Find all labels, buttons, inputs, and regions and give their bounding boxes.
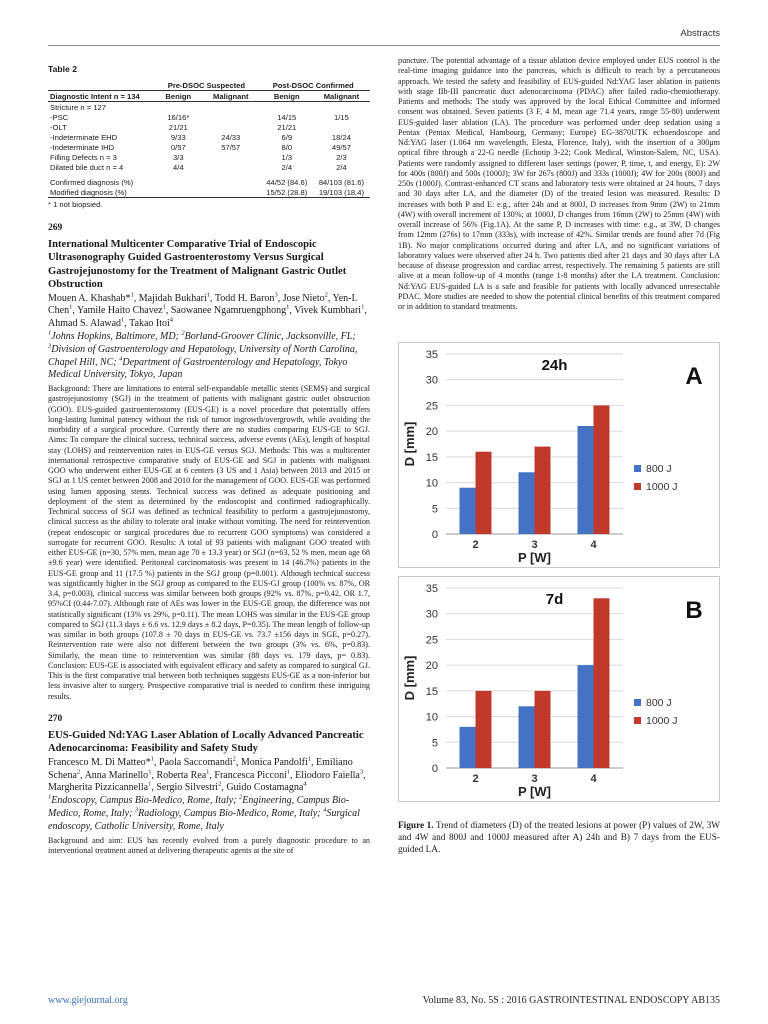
abstract-269-body: Background: There are limitations to enteral self-expandable metallic stents (SEMS) and surgical gastrojejunostomy (SGJ) in the treatment of patients with malignant gastric outlet obstruction (GOO). EUS-guided gastroenterostomy (EUS-GE) is a novel procedure that potentially offers long-lasting luminal patency without the risk of tumor ingrowth/overgrowth, while avoiding the morbidity of a surgical procedure. Currently there are no studies comparing EUS-GE to SGJ. Aims: To compare the clinical success, technical success, adverse events (AEs), length of hospital stay (LOHS) and reintervention rates in EUS-GE versus SGJ. Methods: This was a multicenter international retrospective comparative study of EUS-GE and SGJ in patients with malignant GOO who underwent either EUS-GE at 6 centers (3 US and 1 Asia) between 2013 and 2015 or SGJ at 1 US center between 2008 and 2010 for the management of GOO. EUS-GE was performed using lumen apposing stents. Technical success was defined as adequate positioning and deployment of the stent as determined by the endoscopist and confirmed radiographically. Technical success of SGJ was defined as technical feasibility to perform a gastrojejunostomy, clinical success as the ability to tolerate oral intake without vomiting. The need for reintervention (repeat endoscopic or surgical procedures due to recurrent GOO symptoms) was considered a surrogate for recurrent GOO. Results: A total of 93 patients with malignant GOO treated with either EUS-GE (n=30, 57% men, mean age 70 ± 13.3 year) or SGJ (n=63, 52 % men, mean age 68 ±9.6 year) were identified. Peritoneal carcinomatosis was present in 14 (46.7%) patients in the EUS-GE group and 11 (17.5 %) patients in the SGJ group (p=0.001). Although technical success was significantly higher in the SGJ group as compared to the EUS-GJ group (100% vs. 87%, OR 3.4, p=0.003), clinical success was similar between both groups (92% vs. 87%, p=0.42, OR 1.7, 95%CI (0.44-7.07). Although rate of AEs was lower in the EUS-GE group, the difference was not statistically significant (13% vs 29%, p=0.11). The mean LOHS was similar in the EUS-GE group compared to SGJ (11.3 days ± 6.6 vs. 12.9 days ± 8.2 days, P=0.35). The mean length of follow-up was similar in both groups (107.8 ± 70 days in EUS-GE vs. 73.7 ±156 days in SGE, p=0.27). Reintervention rate were also not different between the two groups (3% vs. 6%, p=0.83). Similarly, the mean time to reintervention was similar (88 days vs. 179 days, p= 0.83). Conclusion: EUS-GE is associated with equivalent efficacy and safety as compared to surgical GJ. This is the first comparative trial between both techniques suggests EUS-GE as a non-inferior but less invasive alter to surgery. Prospective comparative trial is needed to confirm these intriguing results. <box>48 384 370 701</box>
table-cell <box>201 152 261 162</box>
header-divider <box>48 45 720 46</box>
y-tick-label: 0 <box>431 763 438 776</box>
table-cell: 2/4 <box>281 162 293 172</box>
row-label: Modified diagnosis (%) <box>50 187 127 197</box>
figure-caption-label: Figure 1. <box>398 821 434 832</box>
section-header: Abstracts <box>680 28 720 39</box>
x-tick-label: 2 <box>472 773 479 786</box>
table-cell <box>201 177 261 187</box>
y-tick-label: 10 <box>425 711 438 724</box>
row-label: -PSC <box>50 112 69 122</box>
legend-label: 1000 J <box>646 481 678 494</box>
table-row <box>48 102 370 113</box>
table-cell <box>201 102 261 113</box>
col-header-malignant-pre: Malignant <box>201 91 261 102</box>
col-header-benign-post: Benign <box>261 91 313 102</box>
right-column <box>398 56 720 856</box>
y-tick-label: 15 <box>425 686 438 699</box>
abstract-269-affiliations: $^1$Johns Hopkins, Baltimore, MD; $^2$Borland-Groover Clinic, Jacksonville, FL; $^3$Division of Gastroenterology and Hepatology, University of North Carolina, Chapel Hill, NC; $^4$Department of Gastroenterology and Hepatology, Tokyo Medical University, Tokyo, Japan <box>48 329 358 381</box>
table-cell <box>313 122 370 132</box>
row-label: -Indeterminate IHD <box>50 142 115 152</box>
table-cell <box>201 162 261 172</box>
bar-800j <box>519 707 535 769</box>
bar-800j <box>460 488 476 534</box>
bar-800j <box>578 426 594 534</box>
table-cell: 16/16* <box>167 112 190 122</box>
x-axis-label: P [W] <box>518 784 551 800</box>
y-tick-label: 35 <box>425 583 438 596</box>
y-tick-label: 35 <box>425 349 438 362</box>
legend-label: 800 J <box>646 697 672 710</box>
bar-1000j <box>476 452 492 534</box>
table-cell: 14/15 <box>277 112 297 122</box>
chart-panel-b <box>398 576 720 802</box>
table-cell: 4/4 <box>173 162 184 172</box>
row-label: Confirmed diagnosis (%) <box>50 177 134 187</box>
table-cell: 84/103 (81.6) <box>318 177 365 187</box>
y-axis-label: D [mm] <box>402 655 417 701</box>
figure-caption-text: Trend of diameters (D) of the treated lesions at power (P) values of 2W, 3W and 4W and 800J and 1000J measured after A) 24h and B) 7 days from the EUS-guided LA. <box>398 821 720 856</box>
bar-1000j <box>535 691 551 768</box>
col-header-benign-pre: Benign <box>156 91 201 102</box>
table-cell: 1/3 <box>281 152 293 162</box>
legend-swatch <box>634 699 641 706</box>
table-cell <box>156 177 201 187</box>
bar-1000j <box>594 599 610 769</box>
legend-label: 1000 J <box>646 715 678 728</box>
abstract-270-body-continued: puncture. The potential advantage of a tissue ablation device employed under EUS control is the real-time imaging guidance into the pancreas, which is difficult to reach by a percutaneous approach. We tested the safety and feasibility of EUS-guided Nd:YAG laser ablation in patients with stage IIb-III pancreatic duct adenocarcinoma (PDAC) after failed radio-chemiotherapy. Patients and methods: The study was approved by the local Ethical Committee and informed consent was obtained. Seven patients (3 F, 4 M, mean age 71.4 years, range 55-80) underwent EUS-guided laser ablation (LA). The procedure was performed under deep sedation using a Pentax (Pentax Medical, Hambourg, Germany; Europe) EG-3870UTK echoendoscope and Nd:YAG laser (1.064 nm wavelength, Elesta, Florence, Italy), with the insertion of a 300μm optical fibre through a 22-G needle (Echotip 3-22; Cook Medical, Winston-Salem, NC, USA). Patients were randomly assigned to different laser settings (power, P, time, t, and energy, E): 2W for 400s (800J) and 500s (1000J); 3W for 267s (800J) and 333s (1000J); 4W for 200s (800J) and 250s (1000J). Contrast-enhanced CT scans and laboratory tests were obtained at 24 hours, 7 days and 30 days after LA, and the diameter (D) of the treated lesion was measured. Results: D increases with both P and E: e.g., after 24h and at 800J, D increases from 9mm (2W) to 21mm (4W) with overall increment of 130%; at 1000J, D changes from 16mm (2W) to 25mm (4W) with overall increase of 56% (Fig.1A). At the same P, D increases with time: e.g., at 3W, D changes from 12mm (276s) to 17mm (333s), with increase of 42%. Similar trends are found after 7d (Fig 1B). No major complications occurred during and after LA, and no significant variations of laboratory values were observed after 24 h. Two patients died after 21 days and 30 days after LA because of disease progression and cardiac arrest, respectively. The remaining 5 patients are still alive at a mean follow-up of 4 months (range 1-8 months) after the LA treatment. Conclusion: Nd:YAG EUS-guided LA is a safe and feasible for patients with locally advanced unresectable PDAC. More studies are needed to show the potential clinical benefits of this treatment compared or in addition to standard treatments. <box>398 56 720 311</box>
x-axis-label: P [W] <box>518 550 551 566</box>
table-footnote: * 1 not biopsied. <box>48 197 370 209</box>
table-cell: 24/33 <box>221 132 241 142</box>
figure-1 <box>398 342 720 856</box>
y-axis-label: D [mm] <box>402 421 417 467</box>
bar-1000j <box>535 447 551 534</box>
table-cell: 8/0 <box>281 142 293 152</box>
y-tick-label: 10 <box>425 477 438 490</box>
left-column <box>48 62 370 856</box>
journal-citation: Volume 83, No. 5S : 2016 GASTROINTESTINAL ENDOSCOPY AB135 <box>422 995 720 1006</box>
table-cell: 0/57 <box>170 142 186 152</box>
group-header-pre: Pre-DSOC Suspected <box>167 80 245 90</box>
summary-row <box>48 177 370 187</box>
abstract-270-title: EUS-Guided Nd:YAG Laser Ablation of Locally Advanced Pancreatic Adenocarcinoma: Feasibility and Safety Study <box>48 729 364 755</box>
x-tick-label: 4 <box>590 539 597 552</box>
table-row <box>48 122 370 132</box>
group-header-post: Post-DSOC Confirmed <box>272 80 354 90</box>
chart-title: 24h <box>541 357 568 375</box>
table-cell <box>156 102 201 113</box>
abstract-270-affiliations: $^1$Endoscopy, Campus Bio-Medico, Rome, Italy; $^2$Engineering, Campus Bio-Medico, Rome, Italy; $^3$Radiology, Campus Bio-Medico, Rome, Italy; $^4$Surgical endoscopy, Catholic University, Rome, Italy <box>48 793 360 832</box>
table-body <box>48 102 370 198</box>
row-label: Stricture n = 127 <box>48 102 156 113</box>
row-label: -OLT <box>50 122 67 132</box>
y-tick-label: 20 <box>425 426 438 439</box>
bar-1000j <box>594 406 610 535</box>
table-cell: 18/24 <box>331 132 351 142</box>
table-cell: 1/15 <box>334 112 349 122</box>
legend-swatch <box>634 465 641 472</box>
legend-swatch <box>634 483 641 490</box>
y-tick-label: 15 <box>425 452 438 465</box>
table-cell <box>313 102 370 113</box>
table-cell: 21/21 <box>277 122 297 132</box>
row-label: Dilated bile duct n = 4 <box>50 162 124 172</box>
y-tick-label: 0 <box>431 529 438 542</box>
table-cell: 44/52 (84.6) <box>266 177 308 187</box>
table-cell: 19/103 (18.4) <box>318 187 365 197</box>
table-cell: 57/57 <box>221 142 241 152</box>
table-cell: 21/21 <box>168 122 188 132</box>
table-cell: 49/57 <box>331 142 351 152</box>
table-row <box>48 132 370 142</box>
col-header-intent: Diagnostic Intent n = 134 <box>48 91 156 102</box>
bar-800j <box>578 665 594 768</box>
chart-panel-a <box>398 342 720 568</box>
x-tick-label: 3 <box>531 539 538 552</box>
x-tick-label: 3 <box>531 773 538 786</box>
bar-1000j <box>476 691 492 768</box>
table-cell: 9/33 <box>170 132 186 142</box>
table-row <box>48 162 370 172</box>
chart-title: 7d <box>545 591 564 609</box>
table-cell: 6/9 <box>281 132 293 142</box>
legend-swatch <box>634 717 641 724</box>
figure-caption <box>398 820 720 856</box>
summary-row <box>48 187 370 197</box>
table-cell: 2/3 <box>336 152 347 162</box>
abstract-270-authors: Francesco M. Di Matteo*$^1$, Paola Saccomandi$^2$, Monica Pandolfi$^1$, Emiliano Schena$^2$, Anna Marinello$^1$, Roberta Rea$^1$, Francesca Picconi$^1$, Eliodoro Faiella$^3$, Margherita Pizzicannella$^1$, Sergio Silvestri$^2$, Guido Costamagna$^4$ <box>48 755 366 794</box>
abstract-269-number: 269 <box>48 223 63 233</box>
table-row <box>48 152 370 162</box>
table-cell <box>201 112 261 122</box>
table-cell: 2/4 <box>336 162 347 172</box>
y-tick-label: 25 <box>425 400 438 413</box>
y-tick-label: 5 <box>431 737 438 750</box>
y-tick-label: 30 <box>425 374 438 387</box>
abstract-270-body-start: Background and aim: EUS has recently evolved from a purely diagnostic procedure to an interventional treatment aimed at delivering therapeutic agents at the site of <box>48 835 370 855</box>
x-tick-label: 2 <box>472 539 479 552</box>
legend-label: 800 J <box>646 463 672 476</box>
col-header-malignant-post: Malignant <box>313 91 370 102</box>
x-tick-label: 4 <box>590 773 597 786</box>
journal-link[interactable]: www.giejournal.org <box>48 995 128 1006</box>
table-cell <box>201 187 261 197</box>
y-tick-label: 20 <box>425 660 438 673</box>
table-row <box>48 112 370 122</box>
panel-label: A <box>685 363 703 391</box>
panel-label: B <box>685 597 703 625</box>
table-cell: 15/52 (28.8) <box>266 187 308 197</box>
table-cell <box>201 122 261 132</box>
row-label: -Indeterminate EHD <box>50 132 118 142</box>
table-cell: 3/3 <box>173 152 184 162</box>
bar-800j <box>460 727 476 768</box>
y-tick-label: 30 <box>425 608 438 621</box>
y-tick-label: 5 <box>431 503 438 516</box>
table-cell <box>261 102 313 113</box>
abstract-270-number: 270 <box>48 713 63 724</box>
table-row <box>48 142 370 152</box>
row-label: Filling Defects n = 3 <box>50 152 117 162</box>
table-cell <box>156 187 201 197</box>
abstract-269-title: International Multicenter Comparative Trial of Endoscopic Ultrasonography Guided Gastroenterostomy Versus Surgical Gastrojejunostomy for the Treatment of Malignant Gastric Outlet Obstruction <box>48 239 347 291</box>
table-caption: Table 2 <box>48 64 77 74</box>
y-tick-label: 25 <box>425 634 438 647</box>
table-2 <box>48 80 370 197</box>
bar-800j <box>519 473 535 535</box>
abstract-269-authors: Mouen A. Khashab*$^1$, Majidah Bukhari$^1$, Todd H. Baron$^3$, Jose Nieto$^2$, Yen-I. Chen$^1$, Yamile Haito Chavez$^1$, Saowanee Ngamruengphong$^1$, Vivek Kumbhari$^1$, Ahmad S. Alawad$^1$, Takao Itoi$^4$ <box>48 291 367 330</box>
